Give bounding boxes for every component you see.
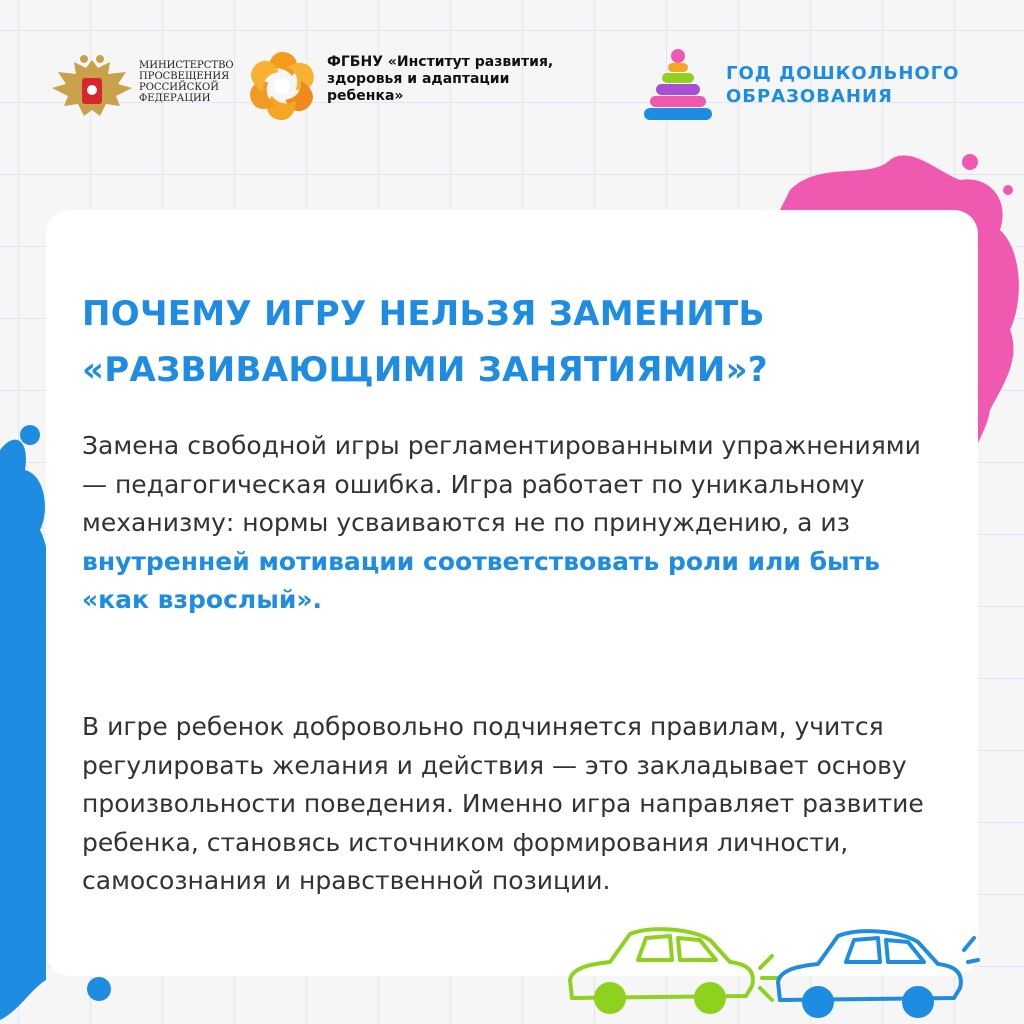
ring-pyramid-toy-icon [640,48,716,122]
paragraph-2: В игре ребенок добровольно подчиняется правилам, учится регулировать желания и действия — это закладывает основу произвольности поведения. Именно игра направляет развитие ребенка, становясь источником формирования личности, самосознания и нравственной позиции. [82,712,924,895]
blue-car-drawing [778,931,978,1016]
coat-of-arms-icon [50,54,134,122]
paragraph-1-text: Замена свободной игры регламентированными упражнениями — педагогическая ошибка. Игра работает по уникальному механизму: нормы усваиваются не по принуждению, а из [82,431,921,537]
ministry-name: МИНИСТЕРСТВО ПРОСВЕЩЕНИЯ РОССИЙСКОЙ ФЕДЕРАЦИИ [139,60,234,104]
blue-paint-drop [84,974,114,1004]
institute-flower-logo [244,48,320,124]
paragraph-1-highlight: внутренней мотивации соответствовать роли или быть «как взрослый». [82,546,880,614]
header [0,48,1024,128]
title-line-1: ПОЧЕМУ ИГРУ НЕЛЬЗЯ ЗАМЕНИТЬ [82,294,765,334]
institute-name: ФГБНУ «Институт развития, здоровья и адаптации ребенка» [327,54,554,104]
cars-illustration [560,920,980,1024]
page-title [82,286,942,398]
year-of-preschool-title: ГОД ДОШКОЛЬНОГО ОБРАЗОВАНИЯ [726,63,960,107]
paragraph-1 [82,427,942,620]
title-line-2: «РАЗВИВАЮЩИМИ ЗАНЯТИЯМИ»? [82,350,768,390]
green-car-drawing [570,929,778,1012]
